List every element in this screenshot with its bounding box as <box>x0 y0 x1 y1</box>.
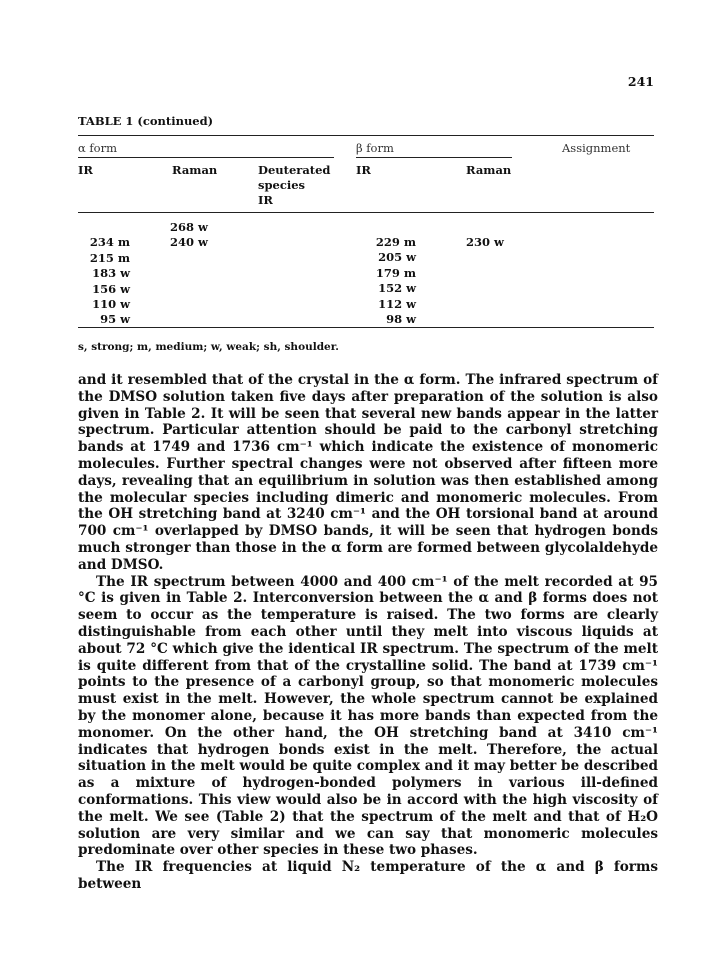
header-ir-beta: IR <box>356 163 371 177</box>
table-cell: 215 m <box>89 250 130 265</box>
alpha-span-rule <box>78 157 334 158</box>
body-text <box>78 372 658 893</box>
beta-span-rule <box>356 157 512 158</box>
header-raman-beta: Raman <box>466 163 512 177</box>
paragraph: The IR frequencies at liquid N₂ temperature of the α and β forms between <box>78 859 658 892</box>
header-beta-form: β form <box>356 141 394 155</box>
header-assignment: Assignment <box>562 141 631 155</box>
table-cell: 152 w <box>378 281 416 296</box>
table-cell <box>78 220 130 235</box>
table-cell: 156 w <box>92 281 130 296</box>
table-title: TABLE 1 (continued) <box>78 114 214 128</box>
table-header-rule <box>78 212 654 213</box>
header-raman-alpha: Raman <box>172 163 218 177</box>
table-cell: 234 m <box>89 235 130 250</box>
paragraph: The IR spectrum between 4000 and 400 cm⁻¹ of the melt recorded at 95 °C is given in Table 2. Interconversion between the α and β forms does not seem to occur as the temperature is raised. The two forms are clearly distinguishable from each other until they melt into viscous liquids at about 72 °C which give the identical IR spectrum. The spectrum of the melt is quite different from that of the crystalline solid. The band at 1739 cm⁻¹ points to the presence of a carbonyl group, so that monomeric molecules must exist in the melt. However, the whole spectrum cannot be explained by the monomer alone, because it has more bands than expected from the monomer. On the other hand, the OH stretching band at 3410 cm⁻¹ indicates that hydrogen bonds exist in the melt. Therefore, the actual situation in the melt would be quite complex and it may better be described as a mixture of hydrogen-bonded polymers in various ill-defined conformations. This view would also be in accord with the high viscosity of the melt. We see (Table 2) that the spectrum of the melt and that of H₂O solution are very similar and we can say that monomeric molecules predominate over other species in these two phases. <box>78 573 658 859</box>
paragraph: and it resembled that of the crystal in the α form. The infrared spectrum of the DMSO solution taken five days after preparation of the solution is also given in Table 2. It will be seen that several new bands appear in the latter spectrum. Particular attention should be paid to the carbonyl stretching bands at 1749 and 1736 cm⁻¹ which indicate the existence of monomeric molecules. Further spectral changes were not observed after fifteen more days, revealing that an equilibrium in solution was then established among the molecular species including dimeric and monomeric molecules. From the OH stretching band at 3240 cm⁻¹ and the OH torsional band at around 700 cm⁻¹ overlapped by DMSO bands, it will be seen that hydrogen bonds much stronger than those in the α form are formed between glycolaldehyde and DMSO. <box>78 372 658 573</box>
table-cell: 205 w <box>378 250 416 265</box>
table-cell: 112 w <box>378 296 416 311</box>
table-cell: 95 w <box>100 312 130 327</box>
header-deuterated-species-ir: Deuterated species IR <box>258 163 331 207</box>
page-number: 241 <box>627 74 654 89</box>
table-cell: 179 m <box>375 265 416 280</box>
table-cell: 268 w <box>170 220 208 234</box>
alpha-ir-column <box>78 220 130 328</box>
table-cell: 230 w <box>466 235 504 249</box>
beta-ir-column <box>356 235 416 327</box>
table-bottom-rule <box>78 327 654 328</box>
table-cell: 229 m <box>375 235 416 249</box>
table-cell: 183 w <box>92 266 130 281</box>
header-alpha-form: α form <box>78 141 118 155</box>
table-cell: 110 w <box>92 297 130 312</box>
header-ir-alpha: IR <box>78 163 93 177</box>
alpha-raman-column <box>170 220 208 251</box>
beta-raman-column <box>466 235 504 250</box>
table-footnote: s, strong; m, medium; w, weak; sh, shoulder. <box>78 341 339 353</box>
table-cell: 240 w <box>170 235 208 250</box>
table-cell: 98 w <box>386 312 416 327</box>
table-top-rule <box>78 135 654 136</box>
